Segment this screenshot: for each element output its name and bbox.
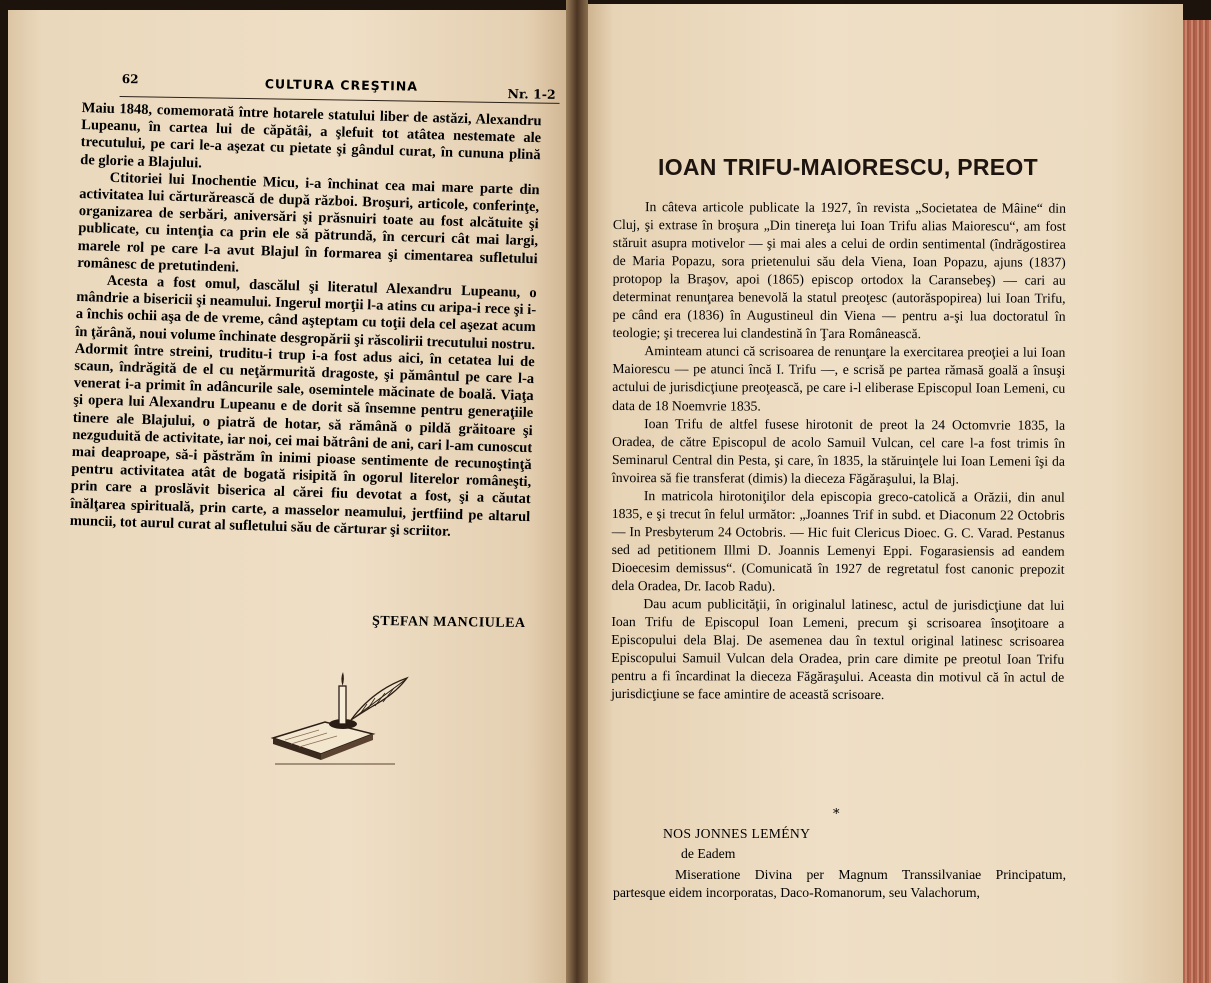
- journal-title: CULTURA CREŞTINA: [264, 76, 419, 94]
- left-paragraph-3: Acesta a fost omul, dascălul şi literatul Alexandru Lupeanu, o mândrie a bisericii şi neamului. Ingerul morţii l-a atins cu aripa-i rece şi i-a închis ochii aşa de de vreme, când aşteptam cu toţii dela cel aşezat acum în ţărână, noui volume închinate desgropării şi răscolirii trecutului nostru. Adormit între streini, truditu-i trup i-a fost adus aici, în cetatea lui de scaun, îndrăgită de el cu neţărmurită dragoste, şi pământul pe care l-a venerat i-a primit în adâncurile sale, osemintele măcinate de boală. Viaţa şi opera lui Alexandru Lupeanu e de dorit să însemne pentru generaţiile tinere ale Blajului, o piatră de hotar, să rămână o pildă grăitoare şi nezguduită de activitate, iar noi, cei mai bătrâni de ani, cari l-am cunoscut mai deaproape, să-i păstrăm în inimi pioase sentimente de recunoştinţă pentru activitatea atât de bogată risipită în ogorul literelor româneşti, prin care a proslăvit biserica al cărei fiu devotat a fost, şi a căutat înălţarea spirituală, prin carte, a masselor neamului, jertfiind pe altarul muncii, tot aurul curat al sufletului său de cărturar şi scriitor.: [69, 272, 537, 540]
- right-paragraph-1: In câteva articole publicate la 1927, în revista „Societatea de Mâine“ din Cluj, şi extrase în broşura „Din tinereţa lui Ioan Trifu alias Maiorescu“, am fost stăruit asupra motivelor — şi mai ales a celui de ordin sentimental (îndrăgostirea de Maria Popazu, sora prietenului său dela Viena, Ioan Popazu, ajuns (1837) protopop la Braşov, apoi (1865) episcop ortodox la Caransebeş) — cari au determinat renunţarea benevolă la statul preoţesc (autorăspopirea) lui Ioan Trifu, pe când era (1836) în Augustineul din Viena — pentru a-şi lua doctoratul în teologie; şi trecerea lui clandestină în Ţara Românească.: [612, 199, 1066, 342]
- left-body-text: [70, 100, 542, 543]
- author-signature: ŞTEFAN MANCIULEA: [371, 613, 526, 632]
- right-paragraph-4: In matricola hirotoniţilor dela episcopia greco-catolică a Orăzii, din anul 1835, e şi trecut în felul următor: „Joannes Trif in subd. et Diaconum 22 Octobris — In Presbyterum 24 Octobris. — Hic fuit Clericus Dioec. G. C. Varad. Pestanus sed ad petitionem Illmi D. Joannis Lemenyi Eppi. Fogarasiensis ad eandem Dioecesim demissus“. (Comunicată în 1927 de regretatul fost canonic prepozit dela Oradea, Dr. Iacob Radu).: [611, 487, 1065, 594]
- right-paragraph-5: Dau acum publicităţii, în originalul latinesc, actul de jurisdicţiune dat lui Ioan Trifu de Episcopul Ioan Lemeni, precum şi scrisoarea însoţitoare a Episcopului dela Blaj. De asemenea dau în textul original latinesc scrisoarea Episcopului Samuil Vulcan dela Oradea, prin care dimite pe preotul Ioan Trifu pentru a fi încardinat la dieceza Făgăraşului. Aceasta din motivul că în actul de jurisdicţiune se face amintire de această scrisoare.: [611, 596, 1065, 703]
- quill-inkwell-icon: [255, 660, 415, 770]
- latin-text: [613, 866, 1066, 902]
- left-paragraph-2: Ctitoriei lui Inochentie Micu, i-a închinat cea mai mare parte din activitatea lui cărturărească de după război. Broşuri, articole, conferinţe, organizarea de serbări, aniversări şi prăsnuiri toate au fost alcătuite şi publicate, cu intenţia ca prin ele să pătrundă, în cercuri cât mai largi, marele rol pe care l-a avut Blajul în formarea şi cimentarea sufletului românesc de pretutindeni.: [77, 169, 540, 276]
- page-number: 62: [121, 72, 139, 87]
- left-paragraph-1: Maiu 1848, comemorată între hotarele statului liber de astăzi, Alexandru Lupeanu, în cartea lui de căpătâi, a şlefuit tot atâtea nestemate ale trecutului, pe cari le-a aşezat cu pietate şi gândul curat, în cununa plină de glorie a Blajului.: [80, 100, 542, 172]
- latin-paragraph: Miseratione Divina per Magnum Transsilvaniae Principatum, partesque eidem incorporatas, Daco-Romanorum, seu Valachorum,: [613, 867, 1066, 900]
- article-title: IOAN TRIFU-MAIORESCU, PREOT: [658, 154, 1038, 180]
- book-gutter: [566, 0, 588, 983]
- issue-number: Nr. 1-2: [507, 86, 556, 102]
- right-paragraph-2: Aminteam atunci că scrisoarea de renunţare la exercitarea preoţiei a lui Ioan Maiorescu — pe atunci încă I. Trifu —, e scrisă pe partea rămasă goală a însuşi actului de jurisdicţiune preoţească, pe care i-l eliberase Episcopul Ioan Lemeni, cu data de 18 Noemvrie 1835.: [612, 343, 1066, 414]
- right-body-text: [611, 198, 1066, 705]
- section-separator: *: [833, 807, 840, 822]
- latin-subheading: de Eadem: [681, 846, 736, 861]
- page-edges: [1183, 20, 1211, 983]
- latin-heading: NOS JONNES LEMÉNY: [663, 826, 811, 841]
- right-paragraph-3: Ioan Trifu de altfel fusese hirotonit de preot la 24 Octomvrie 1835, la Oradea, de către Episcopul de acolo Samuil Vulcan, cel care l-a fost trimis în Seminarul Central din Pesta, şi care, în 1835, la stăruinţele lui Ioan Lemeni îşi da învoirea să fie transferat (dimis) la dieceza Făgăraşului, la Blaj.: [611, 415, 1066, 487]
